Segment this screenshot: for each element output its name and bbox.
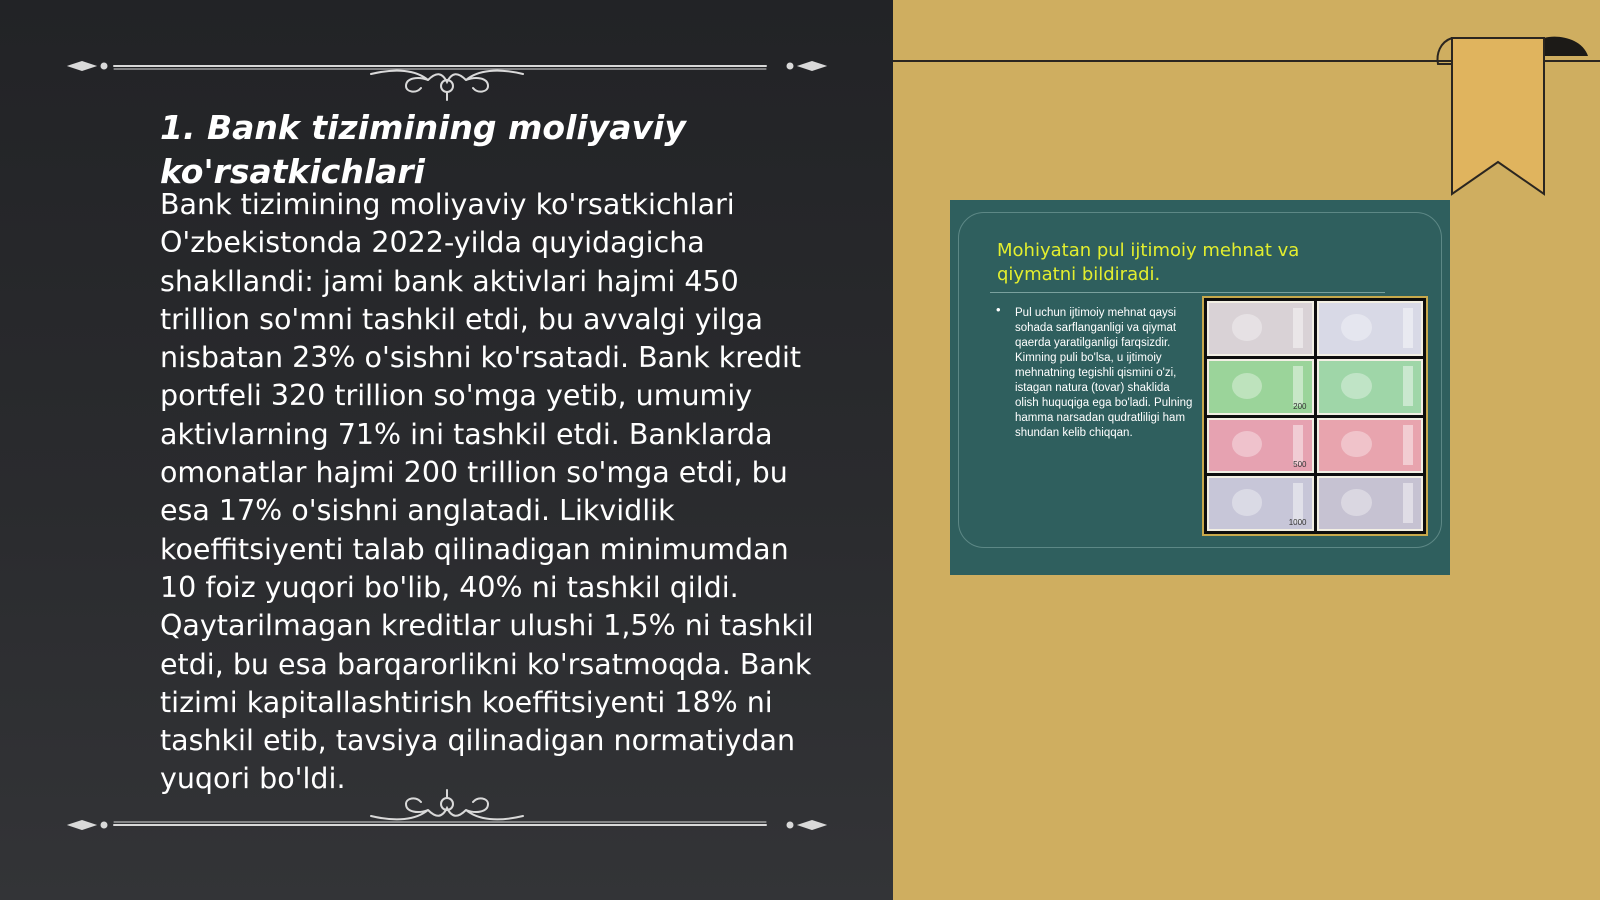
slide-body-text: Bank tizimining moliyaviy ko'rsatkichlari O'zbekistonda 2022-yilda quyidagicha shakllandi: jami bank aktivlari hajmi 450 trillion so'mni tashkil etdi, bu avvalgi yilga nisbatan 23% o'sishni ko'rsatadi. Bank kredit portfeli 320 trillion so'mga yetib, umumiy aktivlarning 71% ini tashkil etdi. Banklarda omonatlar hajmi 200 trillion so'mga etdi, bu esa 17% o'sishni anglatadi. Likvidlik koeffitsiyenti talab qilinadigan minimumdan 10 foiz yuqori bo'lib, 40% ni tashkil qildi. Qaytarilmagan kreditlar ulushi 1,5% ni tashkil etdi, bu esa barqarorlikni ko'rsatmoqda. Bank tizimi kapitallashtirish koeffitsiyenti 18% ni tashkil etib, tavsiya qilinadigan normatiydan yuqori bo'ldi. (160, 188, 814, 796)
banknote-watermark-band (1293, 366, 1303, 406)
bullet-marker: • (996, 302, 1001, 317)
inset-divider (990, 292, 1385, 293)
banknote-image (1317, 359, 1424, 414)
banknote-watermark-band (1403, 366, 1413, 406)
banknote-denomination: 500 (1293, 459, 1307, 469)
banknote-emblem (1232, 314, 1263, 341)
banknote-image (1317, 418, 1424, 473)
banknote-image (1317, 476, 1424, 531)
banknote-watermark-band (1403, 308, 1413, 348)
banknote-emblem (1341, 431, 1372, 458)
bottom-ornament-divider (66, 780, 828, 830)
banknote-denomination: 1000 (1288, 518, 1307, 527)
banknote-image (1207, 418, 1314, 473)
ribbon-bookmark-icon (1432, 34, 1590, 199)
banknotes-slide-image (950, 200, 1450, 575)
banknote-watermark-band (1293, 425, 1303, 465)
banknote-emblem (1232, 373, 1263, 400)
slide-title: 1. Bank tizimining moliyaviy ko'rsatkichlari (160, 108, 686, 191)
inset-bullet-text: Pul uchun ijtimoiy mehnat qaysi sohada sarflanganligi va qiymat qaerda yaratilganligi farqsizdir. Kimning puli bo'lsa, u ijtimoiy mehnatning tegishli qismini o'zi, istagan natura (tovar) shaklida olish huquqiga ega bo'ladi. Pulning hamma narsadan qudratliligi ham shundan kelib chiqqan. (1015, 307, 1193, 439)
banknote-image (1207, 476, 1314, 531)
banknote-watermark-band (1403, 483, 1413, 523)
banknote-image (1207, 301, 1314, 356)
banknote-emblem (1341, 314, 1372, 341)
banknote-emblem (1341, 373, 1372, 400)
banknote-emblem (1341, 489, 1372, 516)
banknote-watermark-band (1293, 483, 1303, 523)
banknote-image (1207, 359, 1314, 414)
banknote-watermark-band (1403, 425, 1413, 465)
banknote-denomination: 200 (1293, 401, 1307, 411)
inset-title: Mohiyatan pul ijtimoiy mehnat va qiymatni bildiradi. (997, 240, 1300, 285)
top-ornament-divider (66, 52, 828, 102)
banknote-emblem (1232, 431, 1263, 458)
banknote-image (1317, 301, 1424, 356)
banknote-watermark-band (1293, 308, 1303, 348)
banknote-emblem (1232, 489, 1263, 516)
banknotes-grid (1202, 296, 1428, 536)
